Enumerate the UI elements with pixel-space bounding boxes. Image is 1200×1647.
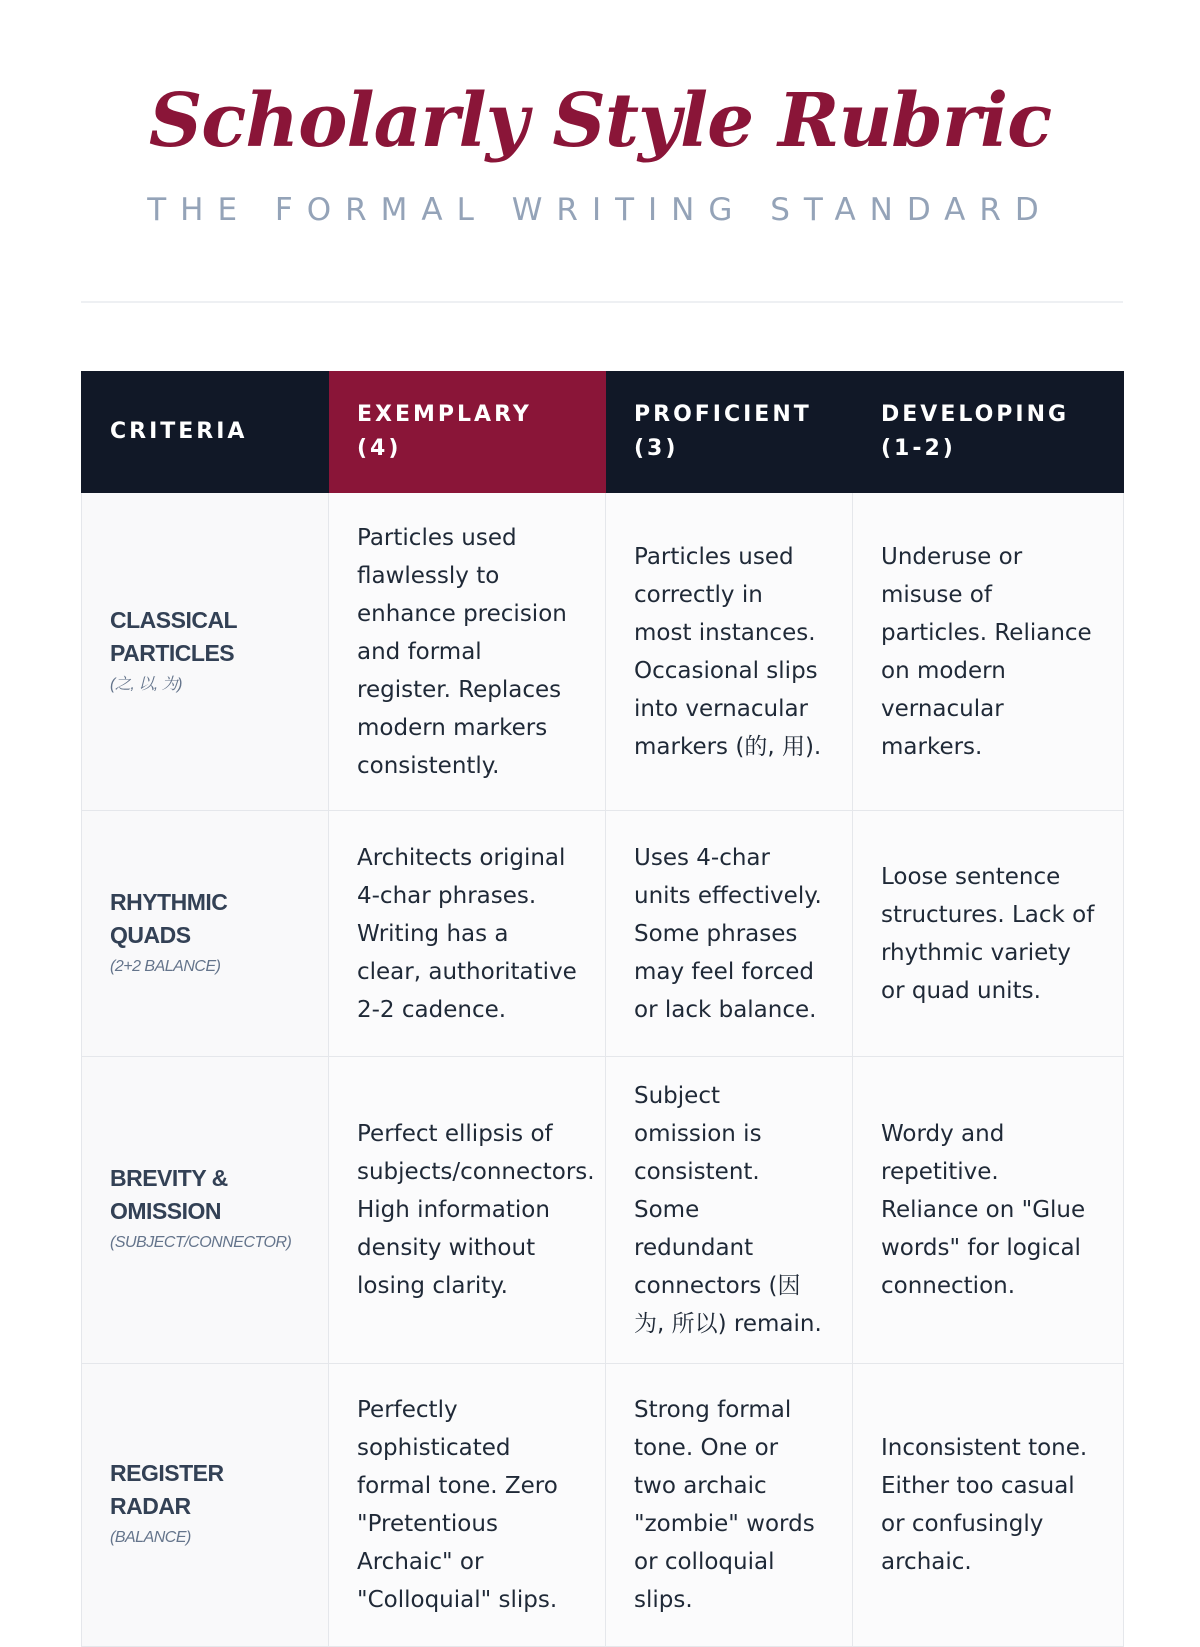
developing-cell: Loose sentence structures. Lack of rhythmic variety or quad units. xyxy=(853,811,1124,1057)
proficient-cell: Strong formal tone. One or two archaic "zombie" words or colloquial slips. xyxy=(606,1364,853,1647)
developing-cell: Underuse or misuse of particles. Reliance on modern vernacular markers. xyxy=(853,493,1124,811)
criterion-cell xyxy=(82,811,329,1057)
criterion-cell xyxy=(82,1364,329,1647)
criterion-name: BREVITY & OMISSION xyxy=(110,1165,228,1224)
exemplary-cell: Particles used flawlessly to enhance precision and formal register. Replaces modern markers consistently. xyxy=(329,493,606,811)
exemplary-cell: Perfect ellipsis of subjects/connectors. High information density without losing clarity. xyxy=(329,1057,606,1364)
table-row xyxy=(82,493,1124,811)
column-header-developing: DEVELOPING (1-2) xyxy=(853,372,1124,493)
criterion-note: (2+2 BALANCE) xyxy=(110,957,221,975)
proficient-cell: Particles used correctly in most instances. Occasional slips into vernacular markers (的, 用). xyxy=(606,493,853,811)
criterion-note: (之, 以, 为) xyxy=(110,675,182,693)
criterion-note: (BALANCE) xyxy=(110,1529,191,1546)
criterion-note: (SUBJECT/CONNECTOR) xyxy=(110,1234,292,1251)
column-header-exemplary: EXEMPLARY (4) xyxy=(329,372,606,493)
criterion-name: REGISTER RADAR xyxy=(110,1460,224,1519)
page-title: Scholarly Style Rubric xyxy=(148,78,1052,164)
table-header-row xyxy=(82,372,1124,493)
proficient-cell: Subject omission is consistent. Some redundant connectors (因为, 所以) remain. xyxy=(606,1057,853,1364)
criterion-name: RHYTHMIC QUADS xyxy=(110,888,228,948)
column-header-proficient: PROFICIENT (3) xyxy=(606,372,853,493)
page-subtitle: THE FORMAL WRITING STANDARD xyxy=(147,192,1053,228)
developing-cell: Wordy and repetitive. Reliance on "Glue words" for logical connection. xyxy=(853,1057,1124,1364)
developing-cell: Inconsistent tone. Either too casual or confusingly archaic. xyxy=(853,1364,1124,1647)
criterion-name: CLASSICAL PARTICLES xyxy=(110,606,237,666)
table-row xyxy=(82,1057,1124,1364)
table-row xyxy=(82,1364,1124,1647)
exemplary-cell: Architects original 4-char phrases. Writing has a clear, authoritative 2-2 cadence. xyxy=(329,811,606,1057)
rubric-table xyxy=(81,371,1124,1647)
column-header-criteria: CRITERIA xyxy=(82,372,329,493)
criterion-cell xyxy=(82,1057,329,1364)
criterion-cell xyxy=(82,493,329,811)
exemplary-cell: Perfectly sophisticated formal tone. Zero "Pretentious Archaic" or "Colloquial" slips. xyxy=(329,1364,606,1647)
table-row xyxy=(82,811,1124,1057)
proficient-cell: Uses 4-char units effectively. Some phrases may feel forced or lack balance. xyxy=(606,811,853,1057)
divider xyxy=(81,301,1123,303)
